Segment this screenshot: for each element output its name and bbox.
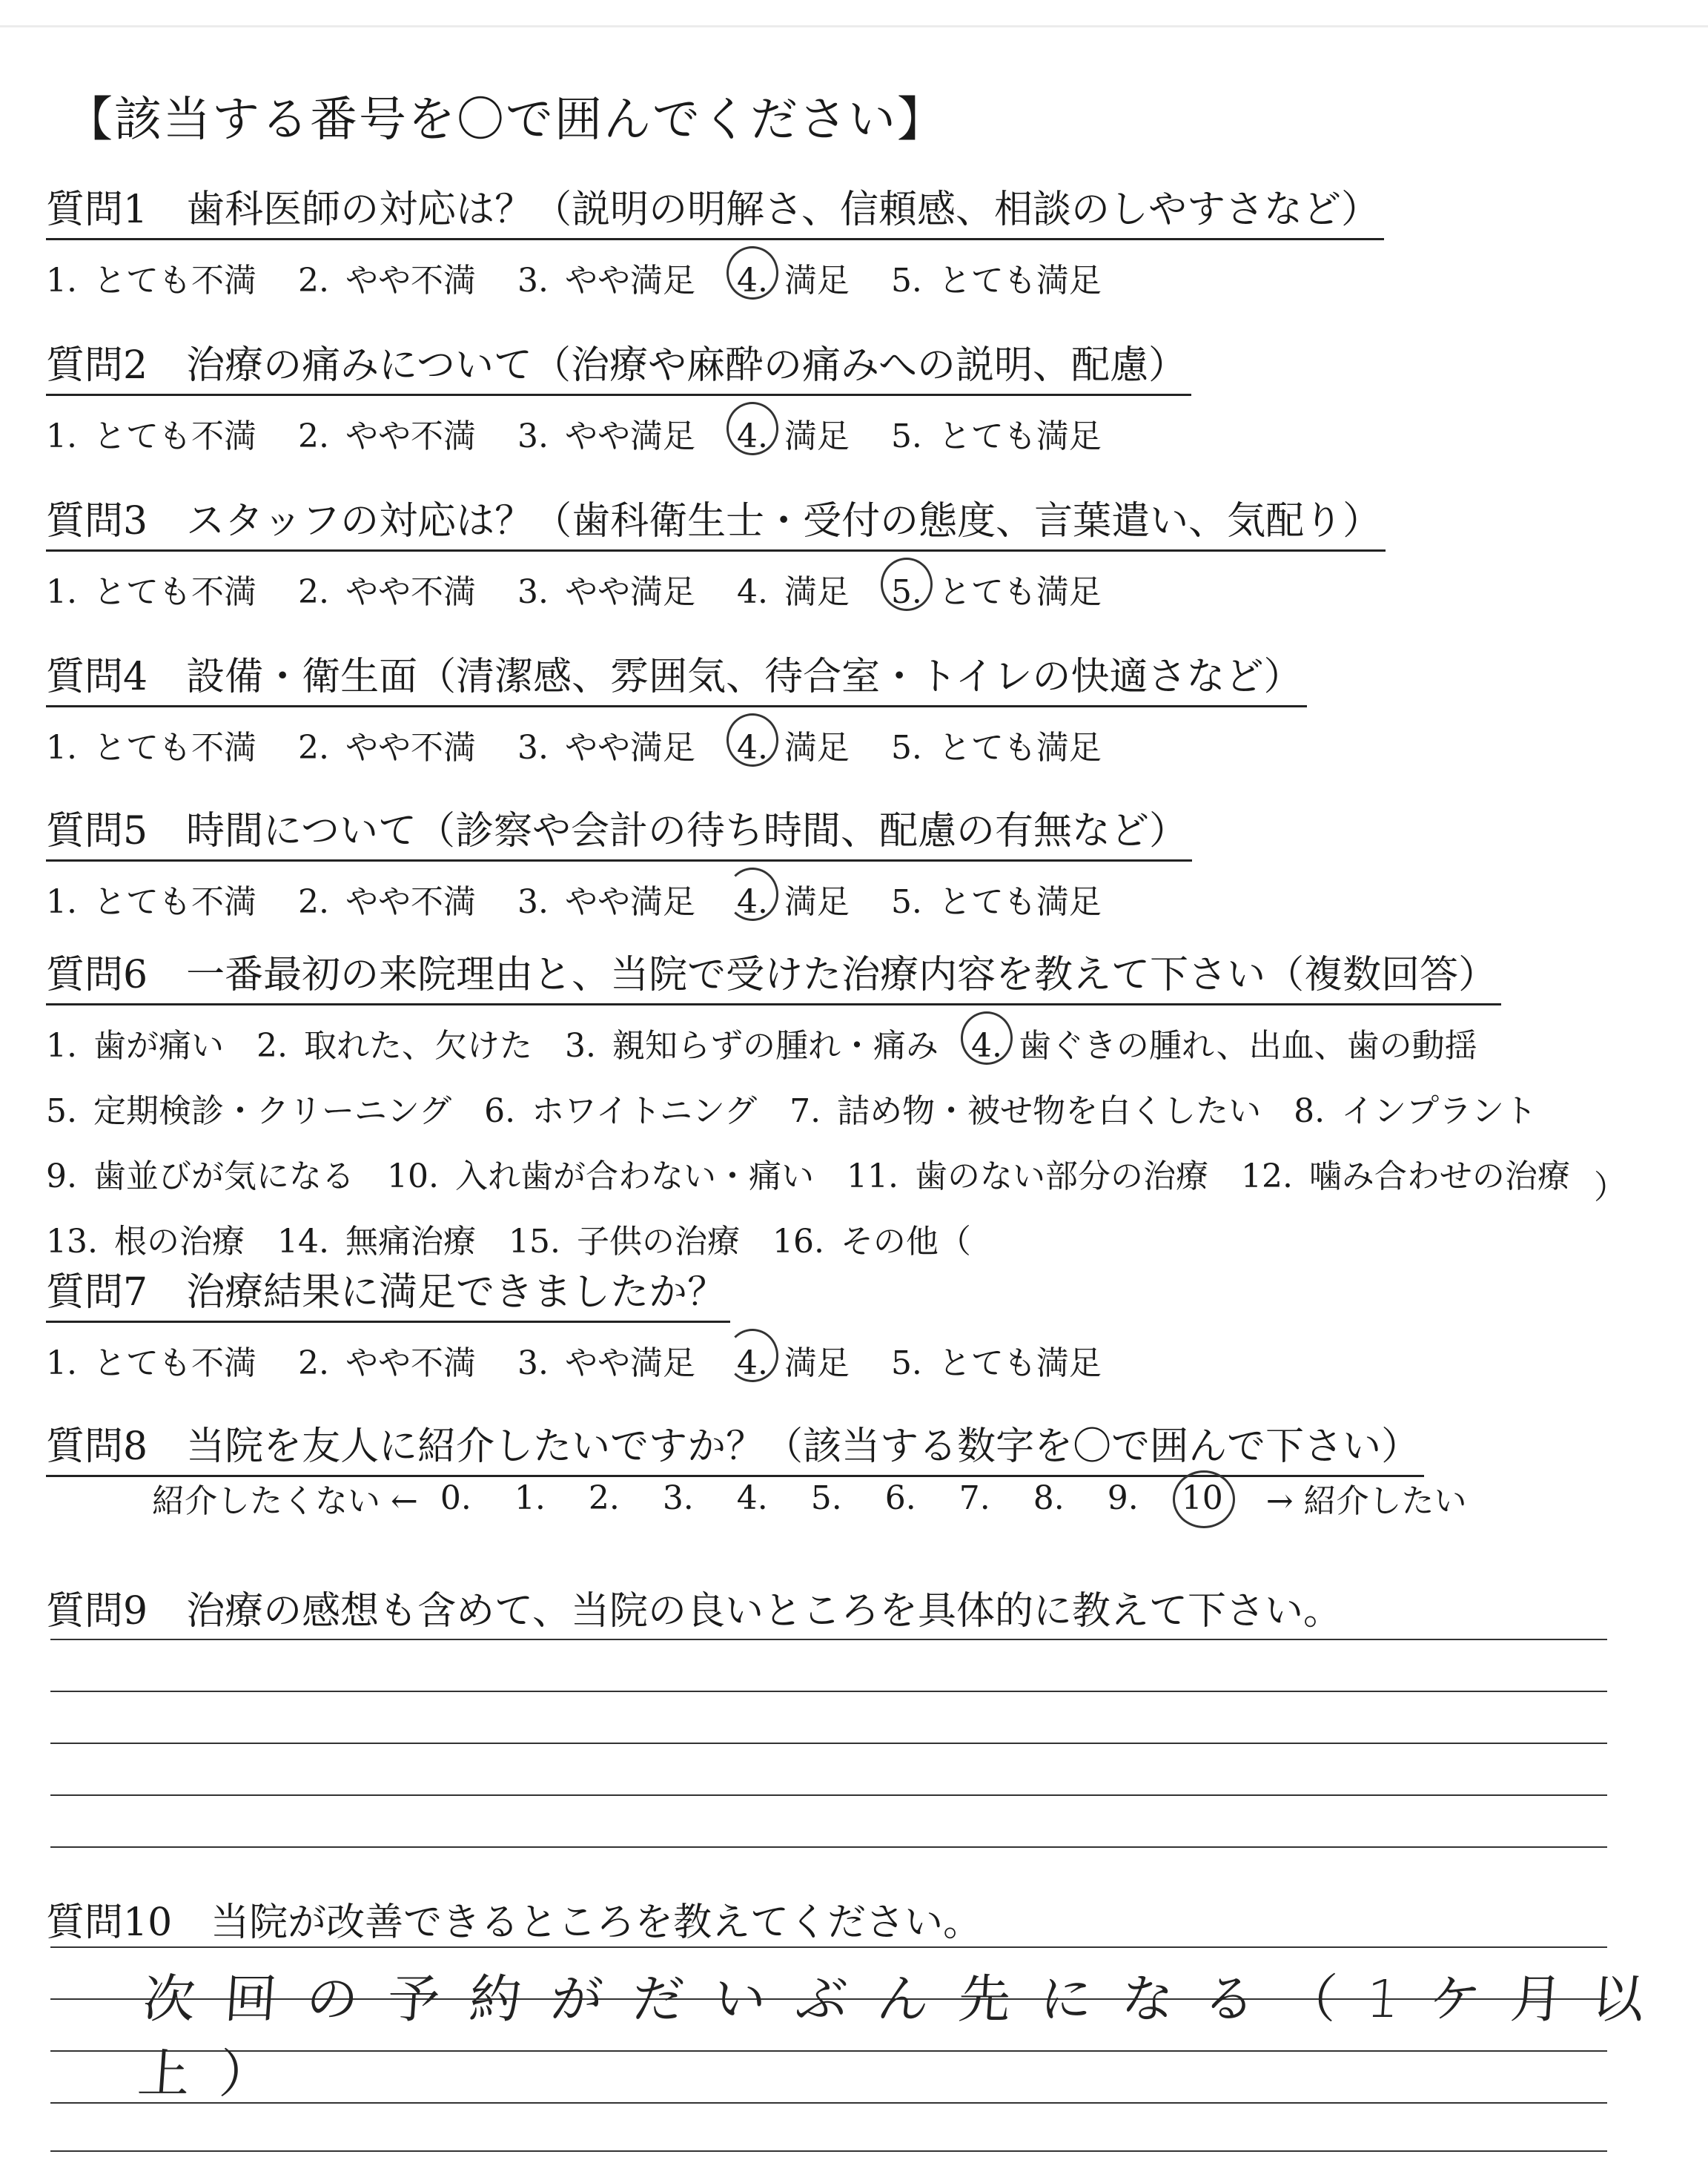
q6-option-number: 16. [772,1223,824,1261]
rating-option[interactable] [298,565,476,612]
question-3-options [46,565,1386,612]
q10-handwritten-answer: 次回の予約がだいぶん先になる（1ケ月以上） [136,1969,1676,2104]
rating-option-number: 1. [46,729,77,767]
rating-option-number: 2. [297,883,329,921]
q6-option[interactable] [790,1084,1261,1132]
rating-option-label: やや満足 [564,729,695,767]
q6-option-number: 7. [790,1092,821,1130]
question-7-options [46,1336,1143,1384]
referral-scale-option[interactable] [959,1479,990,1517]
rating-option-number: 2. [297,262,329,300]
q6-option-label: ホワイトニング [532,1092,758,1130]
instruction-header: 【該当する番号を〇で囲んでください】 [65,93,946,148]
rating-option[interactable] [891,409,1102,457]
q6-option-number: 3. [564,1027,596,1065]
rating-option[interactable] [891,254,1102,301]
rating-option-number: 2. [297,417,329,455]
referral-scale-value: 8. [1033,1479,1065,1517]
referral-scale-value: 2. [588,1479,620,1517]
rating-option-label: とても満足 [938,417,1102,455]
rating-option[interactable] [298,254,476,301]
rating-option[interactable] [46,721,256,768]
rating-option-number: 3. [517,1344,549,1382]
rating-option-number: 4. [736,417,768,455]
referral-scale-option[interactable] [514,1479,546,1517]
q6-option-number: 8. [1294,1092,1325,1130]
question-6-title: 質問6 一番最初の来院理由と、当院で受けた治療内容を教えて下さい（複数回答） [46,943,1501,1005]
rating-option-number: 5. [890,417,922,455]
q9-answer-line-4[interactable] [50,1794,1607,1796]
question-10 [46,1891,986,1951]
rating-option-number: 1. [46,573,77,611]
rating-option[interactable] [737,875,850,922]
q6-option-label: 入れ歯が合わない・痛い [454,1157,814,1195]
question-2-title: 質問2 治療の痛みについて（治療や麻酔の痛みへの説明、配慮） [46,334,1191,396]
referral-scale-option[interactable] [1182,1479,1223,1517]
referral-scale-value: 10 [1181,1479,1223,1517]
q6-option-row [46,1215,1603,1262]
q6-option-label: 歯ぐきの腫れ、出血、歯の動揺 [1018,1027,1477,1065]
q6-option-label: インプラント [1341,1092,1537,1130]
rating-option[interactable] [298,409,476,457]
rating-option-number: 2. [297,729,329,767]
rating-option-number: 5. [890,883,922,921]
referral-scale-option[interactable] [1033,1479,1065,1517]
rating-option-number: 5. [890,262,922,300]
q6-option[interactable] [772,1215,971,1262]
referral-scale-value: 1. [514,1479,546,1517]
q6-option-row [46,1149,1603,1197]
rating-option[interactable] [46,409,256,457]
q6-option-label: 詰め物・被せ物を白くしたい [837,1092,1262,1130]
q6-option[interactable] [46,1215,245,1262]
q6-option[interactable] [1294,1084,1537,1132]
q6-option-number: 12. [1240,1157,1293,1195]
rating-option-label: とても不満 [93,262,256,300]
q6-option-label: 歯のない部分の治療 [914,1157,1208,1195]
question-3 [46,489,1386,612]
q6-option-number: 4. [970,1027,1002,1065]
q6-option-number: 2. [256,1027,288,1065]
q6-option-number: 11. [846,1157,898,1195]
referral-scale-option[interactable] [589,1479,620,1517]
q6-option[interactable] [387,1149,814,1197]
rating-option-label: とても不満 [93,417,256,455]
rating-option-number: 2. [297,1344,329,1382]
rating-option[interactable] [46,254,256,301]
rating-option[interactable] [737,721,850,768]
referral-scale-value: 6. [884,1479,916,1517]
rating-option-label: やや不満 [345,262,476,300]
rating-option-number: 3. [517,573,549,611]
rating-option-label: やや満足 [564,262,695,300]
rating-option-number: 1. [46,883,77,921]
page-top-edge [0,25,1708,27]
q6-option[interactable] [971,1019,1477,1066]
question-4 [46,645,1307,768]
rating-option-number: 3. [517,883,549,921]
rating-option[interactable] [298,1336,476,1384]
question-1-options [46,254,1384,301]
rating-option[interactable] [517,254,695,301]
q6-option[interactable] [256,1019,532,1066]
q6-option-label: 歯並びが気になる [93,1157,354,1195]
q6-option-number: 13. [46,1223,98,1261]
rating-option[interactable] [891,721,1102,768]
rating-option[interactable] [517,875,695,922]
rating-option-number: 1. [46,262,77,300]
rating-option-label: 満足 [784,883,850,921]
referral-scale-right-label: → 紹介したい [1265,1482,1467,1520]
q6-option-label: 取れた、欠けた [303,1027,532,1065]
referral-scale-option[interactable] [737,1479,768,1517]
q6-option[interactable] [509,1215,740,1262]
referral-scale-option[interactable] [440,1479,471,1517]
rating-option-label: やや満足 [564,1344,695,1382]
rating-option-label: やや満足 [564,573,695,611]
rating-option[interactable] [737,1336,850,1384]
rating-option-label: 満足 [784,262,850,300]
q6-option-number: 6. [484,1092,516,1130]
question-6 [46,943,1603,1280]
q6-other-close-paren: ） [1594,1169,1626,1206]
q6-option-label: 子供の治療 [576,1223,740,1261]
question-5-options [46,875,1192,922]
referral-scale-option[interactable] [885,1479,916,1517]
q6-option[interactable] [484,1084,757,1132]
rating-option-label: とても不満 [93,729,256,767]
referral-scale-value: 9. [1107,1479,1139,1517]
q6-option-number: 14. [277,1223,329,1261]
question-2 [46,334,1191,457]
question-5 [46,799,1192,922]
rating-option-label: とても満足 [938,573,1102,611]
question-1-title: 質問1 歯科医師の対応は？（説明の明解さ、信頼感、相談のしやすさなど） [46,178,1384,240]
rating-option-number: 4. [736,883,768,921]
rating-option[interactable] [891,1336,1102,1384]
q6-option-number: 15. [508,1223,560,1261]
rating-option[interactable] [737,409,850,457]
question-5-title: 質問5 時間について（診察や会計の待ち時間、配慮の有無など） [46,799,1192,862]
rating-option[interactable] [891,875,1102,922]
rating-option-label: 満足 [784,729,850,767]
q10-answer-line-5[interactable] [50,2150,1607,2152]
rating-option[interactable] [46,875,256,922]
q6-option-label: その他（ [840,1223,971,1261]
q6-option-label: 定期検診・クリーニング [93,1092,452,1130]
q6-option[interactable] [565,1019,939,1066]
question-9-title: 質問9 治療の感想も含めて、当院の良いところを具体的に教えて下さい。 [46,1589,1343,1634]
rating-option-label: やや不満 [345,729,476,767]
referral-scale-option[interactable] [663,1479,694,1517]
question-7-title: 質問7 治療結果に満足できましたか？ [46,1261,730,1323]
rating-option[interactable] [298,721,476,768]
referral-scale-left-label: 紹介したくない ← [152,1482,418,1520]
rating-option-label: とても満足 [938,883,1102,921]
question-9 [46,1579,1346,1639]
rating-option-label: やや不満 [345,417,476,455]
q9-answer-line-1[interactable] [50,1639,1607,1640]
rating-option-label: とても満足 [938,729,1102,767]
q6-option[interactable] [46,1084,451,1132]
q6-option[interactable] [1241,1149,1570,1197]
question-2-options [46,409,1191,457]
q6-option[interactable] [46,1019,224,1066]
rating-option-label: とても満足 [938,1344,1102,1382]
q6-option-label: 噛み合わせの治療 [1308,1157,1570,1195]
rating-option[interactable] [517,721,695,768]
q6-option-label: 歯が痛い [93,1027,224,1065]
question-8-title: 質問8 当院を友人に紹介したいですか？（該当する数字を〇で囲んで下さい） [46,1415,1424,1477]
referral-scale-value: 5. [810,1479,842,1517]
q6-option-number: 10. [386,1157,439,1195]
q6-option-number: 9. [46,1157,77,1195]
referral-scale-value: 0. [440,1479,471,1517]
rating-option-label: やや不満 [345,573,476,611]
question-8 [46,1415,1424,1477]
rating-option-label: とても不満 [93,883,256,921]
rating-option-label: やや満足 [564,417,695,455]
rating-option-number: 1. [46,417,77,455]
rating-option-number: 4. [736,573,768,611]
referral-scale [152,1474,1467,1522]
rating-option[interactable] [46,1336,256,1384]
question-6-options [46,1019,1603,1262]
rating-option[interactable] [517,409,695,457]
q10-answer-line-1[interactable] [50,1946,1607,1948]
referral-scale-option[interactable] [811,1479,842,1517]
rating-option[interactable] [517,565,695,612]
rating-option-label: とても不満 [93,573,256,611]
rating-option[interactable] [298,875,476,922]
rating-option-number: 5. [890,1344,922,1382]
rating-option[interactable] [891,565,1102,612]
question-4-title: 質問4 設備・衛生面（清潔感、雰囲気、待合室・トイレの快適さなど） [46,645,1307,707]
rating-option-number: 4. [736,1344,768,1382]
rating-option-number: 5. [890,729,922,767]
q6-option[interactable] [46,1149,354,1197]
q9-answer-line-2[interactable] [50,1691,1607,1692]
q6-option[interactable] [277,1215,476,1262]
question-3-title: 質問3 スタッフの対応は？（歯科衛生士・受付の態度、言葉遣い、気配り） [46,489,1386,552]
rating-option[interactable] [737,565,850,612]
rating-option-number: 4. [736,729,768,767]
rating-option-number: 1. [46,1344,77,1382]
question-4-options [46,721,1307,768]
rating-option-number: 4. [736,262,768,300]
rating-option-number: 3. [517,262,549,300]
rating-option-label: 満足 [784,417,850,455]
rating-option-number: 5. [890,573,922,611]
rating-option[interactable] [46,565,256,612]
rating-option-label: やや不満 [345,883,476,921]
q6-option-number: 1. [46,1027,77,1065]
rating-option-label: とても不満 [93,1344,256,1382]
rating-option-number: 3. [517,417,549,455]
rating-option-label: とても満足 [938,262,1102,300]
rating-option-label: やや満足 [564,883,695,921]
referral-scale-option[interactable] [1108,1479,1139,1517]
referral-scale-value: 3. [662,1479,694,1517]
q9-answer-line-3[interactable] [50,1743,1607,1744]
rating-option-label: 満足 [784,1344,850,1382]
rating-option[interactable] [517,1336,695,1384]
q6-option-row [46,1019,1603,1066]
referral-scale-value: 4. [736,1479,768,1517]
rating-option-label: 満足 [784,573,850,611]
q6-option-label: 根の治療 [113,1223,245,1261]
q6-option-label: 親知らずの腫れ・痛み [612,1027,939,1065]
rating-option-number: 3. [517,729,549,767]
q6-option-label: 無痛治療 [345,1223,476,1261]
q6-option-row [46,1084,1603,1132]
rating-option[interactable] [737,254,850,301]
rating-option-label: やや不満 [345,1344,476,1382]
rating-option-number: 2. [297,573,329,611]
q9-answer-line-5[interactable] [50,1846,1607,1848]
question-1 [46,178,1384,301]
referral-scale-value: 7. [959,1479,990,1517]
q6-option-number: 5. [46,1092,77,1130]
question-10-title: 質問10 当院が改善できるところを教えてください。 [46,1900,982,1945]
q6-option[interactable] [847,1149,1208,1197]
